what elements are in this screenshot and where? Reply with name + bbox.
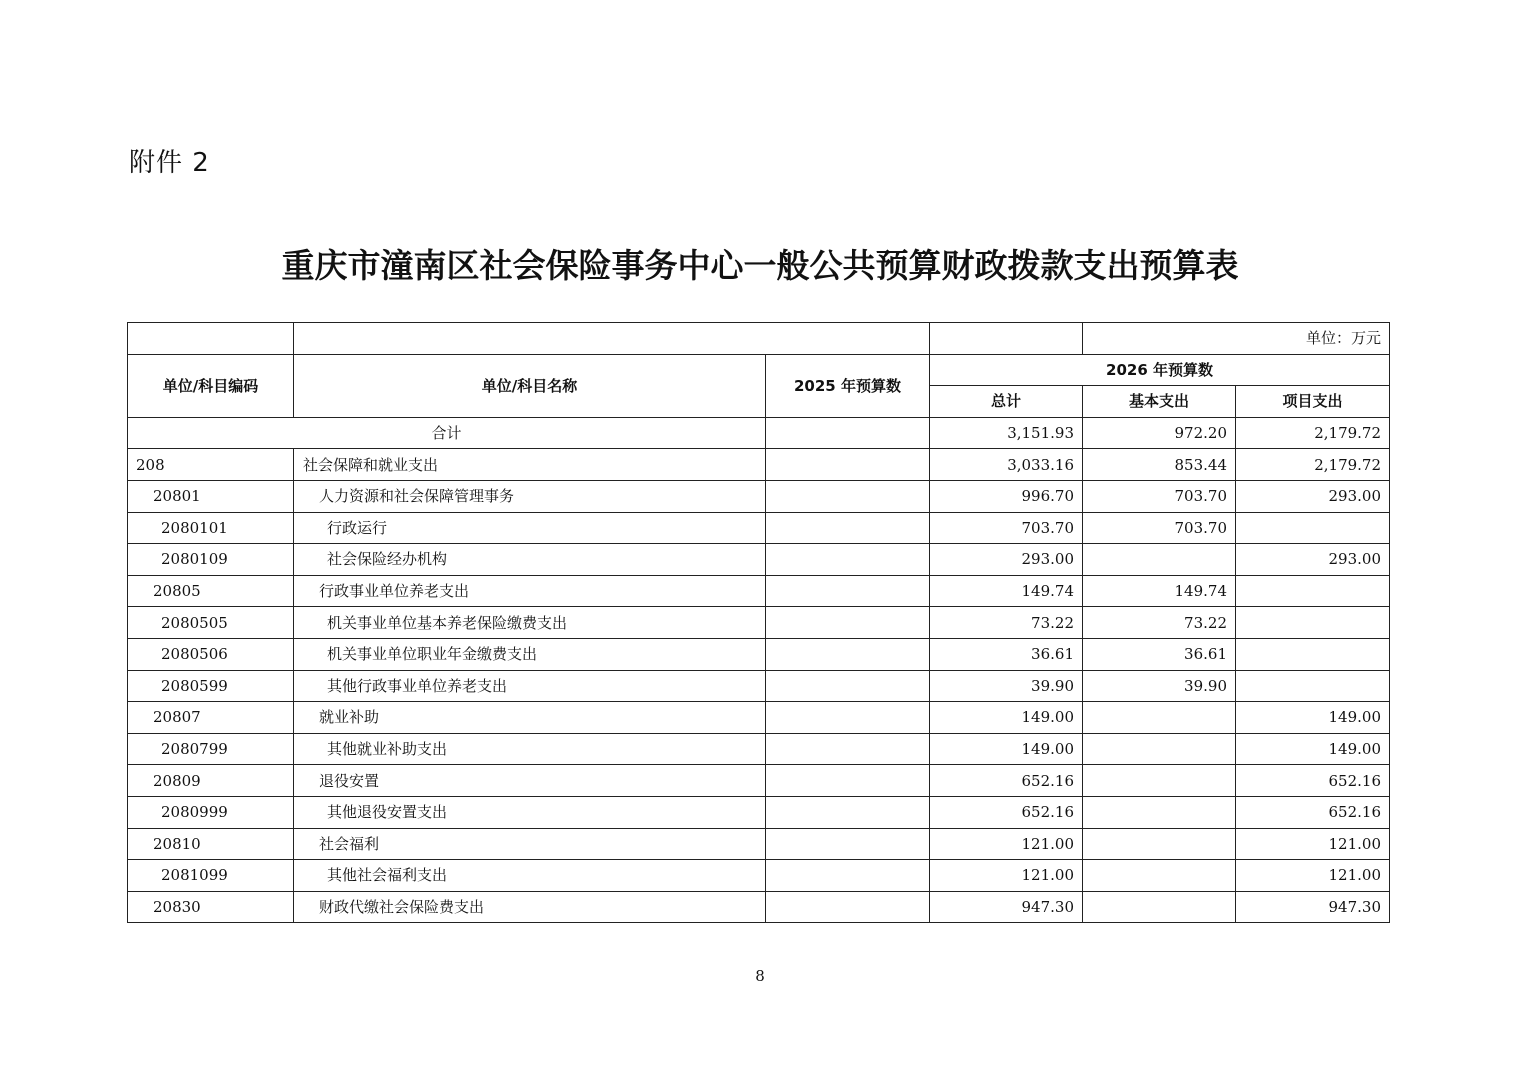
row-total: 652.16: [930, 796, 1083, 828]
row-project: 121.00: [1236, 860, 1390, 892]
row-basic: 39.90: [1083, 670, 1236, 702]
document-title: 重庆市潼南区社会保险事务中心一般公共预算财政拨款支出预算表: [281, 246, 1239, 285]
row-code: 20830: [128, 891, 294, 923]
row-name: 行政事业单位养老支出: [294, 575, 766, 607]
row-basic: 149.74: [1083, 575, 1236, 607]
row-basic: 703.70: [1083, 480, 1236, 512]
row-basic: 853.44: [1083, 449, 1236, 481]
budget-table: [127, 322, 1390, 923]
row-name: 退役安置: [294, 765, 766, 797]
row-project: 652.16: [1236, 796, 1390, 828]
row-name: 社会福利: [294, 828, 766, 860]
row-total: 36.61: [930, 638, 1083, 670]
row-prev-year: [766, 765, 930, 797]
row-name: 其他退役安置支出: [294, 796, 766, 828]
row-name: 社会保障和就业支出: [294, 449, 766, 481]
row-prev-year: [766, 544, 930, 576]
header-cur-year: 2026 年预算数: [930, 354, 1390, 386]
row-code: 20807: [128, 702, 294, 734]
unit-row-blank-name: [294, 323, 930, 355]
row-prev-year: [766, 796, 930, 828]
table-row: [128, 512, 1390, 544]
row-basic: 703.70: [1083, 512, 1236, 544]
row-project: [1236, 638, 1390, 670]
table-row: [128, 670, 1390, 702]
row-total: 149.00: [930, 733, 1083, 765]
row-code: 2080101: [128, 512, 294, 544]
row-project: [1236, 607, 1390, 639]
row-name: 人力资源和社会保障管理事务: [294, 480, 766, 512]
header-code: 单位/科目编码: [128, 354, 294, 417]
row-total: 121.00: [930, 828, 1083, 860]
row-name: 其他就业补助支出: [294, 733, 766, 765]
row-basic: [1083, 796, 1236, 828]
row-basic: [1083, 733, 1236, 765]
row-basic: [1083, 765, 1236, 797]
row-total: 652.16: [930, 765, 1083, 797]
row-prev-year: [766, 575, 930, 607]
row-name: 财政代缴社会保险费支出: [294, 891, 766, 923]
summary-total: 3,151.93: [930, 417, 1083, 449]
row-project: [1236, 512, 1390, 544]
row-total: 293.00: [930, 544, 1083, 576]
row-name: 机关事业单位基本养老保险缴费支出: [294, 607, 766, 639]
table-row: [128, 544, 1390, 576]
row-project: 2,179.72: [1236, 449, 1390, 481]
row-code: 2080109: [128, 544, 294, 576]
row-total: 149.74: [930, 575, 1083, 607]
row-name: 就业补助: [294, 702, 766, 734]
summary-prev: [766, 417, 930, 449]
header-name: 单位/科目名称: [294, 354, 766, 417]
row-code: 2080799: [128, 733, 294, 765]
row-prev-year: [766, 480, 930, 512]
header-project: 项目支出: [1236, 386, 1390, 418]
summary-label: 合计: [128, 417, 766, 449]
row-name: 社会保险经办机构: [294, 544, 766, 576]
row-code: 2080506: [128, 638, 294, 670]
row-code: 2080599: [128, 670, 294, 702]
row-basic: 36.61: [1083, 638, 1236, 670]
attachment-label: 附件 2: [129, 148, 210, 178]
row-project: 293.00: [1236, 480, 1390, 512]
header-total: 总计: [930, 386, 1083, 418]
row-project: 652.16: [1236, 765, 1390, 797]
row-total: 39.90: [930, 670, 1083, 702]
unit-row: [128, 323, 1390, 355]
row-total: 3,033.16: [930, 449, 1083, 481]
summary-basic: 972.20: [1083, 417, 1236, 449]
row-prev-year: [766, 828, 930, 860]
row-prev-year: [766, 449, 930, 481]
summary-row: [128, 417, 1390, 449]
row-total: 947.30: [930, 891, 1083, 923]
row-prev-year: [766, 512, 930, 544]
row-prev-year: [766, 702, 930, 734]
row-name: 其他行政事业单位养老支出: [294, 670, 766, 702]
row-prev-year: [766, 891, 930, 923]
row-project: 149.00: [1236, 733, 1390, 765]
row-total: 996.70: [930, 480, 1083, 512]
table-row: [128, 702, 1390, 734]
row-basic: [1083, 891, 1236, 923]
page-number: 8: [755, 967, 765, 985]
table-row: [128, 765, 1390, 797]
summary-project: 2,179.72: [1236, 417, 1390, 449]
row-project: 293.00: [1236, 544, 1390, 576]
row-basic: [1083, 702, 1236, 734]
row-total: 149.00: [930, 702, 1083, 734]
row-basic: [1083, 860, 1236, 892]
row-code: 20810: [128, 828, 294, 860]
row-name: 机关事业单位职业年金缴费支出: [294, 638, 766, 670]
row-prev-year: [766, 860, 930, 892]
table-row: [128, 796, 1390, 828]
row-code: 2081099: [128, 860, 294, 892]
unit-label: 单位：万元: [1083, 323, 1390, 355]
table-row: [128, 891, 1390, 923]
row-code: 20805: [128, 575, 294, 607]
row-project: 149.00: [1236, 702, 1390, 734]
row-total: 121.00: [930, 860, 1083, 892]
row-name: 行政运行: [294, 512, 766, 544]
row-project: 947.30: [1236, 891, 1390, 923]
unit-row-blank-total: [930, 323, 1083, 355]
row-basic: [1083, 828, 1236, 860]
table-row: [128, 828, 1390, 860]
header-basic: 基本支出: [1083, 386, 1236, 418]
table-row: [128, 607, 1390, 639]
header-prev-year: 2025 年预算数: [766, 354, 930, 417]
row-code: 20809: [128, 765, 294, 797]
row-name: 其他社会福利支出: [294, 860, 766, 892]
row-code: 208: [128, 449, 294, 481]
row-total: 703.70: [930, 512, 1083, 544]
header-row-1: [128, 354, 1390, 386]
row-project: [1236, 670, 1390, 702]
table-row: [128, 575, 1390, 607]
row-prev-year: [766, 638, 930, 670]
row-project: [1236, 575, 1390, 607]
table-row: [128, 733, 1390, 765]
row-code: 2080999: [128, 796, 294, 828]
row-code: 2080505: [128, 607, 294, 639]
table-row: [128, 449, 1390, 481]
row-basic: 73.22: [1083, 607, 1236, 639]
row-prev-year: [766, 607, 930, 639]
row-code: 20801: [128, 480, 294, 512]
row-prev-year: [766, 733, 930, 765]
table-row: [128, 480, 1390, 512]
unit-row-blank-code: [128, 323, 294, 355]
table-row: [128, 860, 1390, 892]
row-total: 73.22: [930, 607, 1083, 639]
row-prev-year: [766, 670, 930, 702]
table-row: [128, 638, 1390, 670]
row-basic: [1083, 544, 1236, 576]
row-project: 121.00: [1236, 828, 1390, 860]
